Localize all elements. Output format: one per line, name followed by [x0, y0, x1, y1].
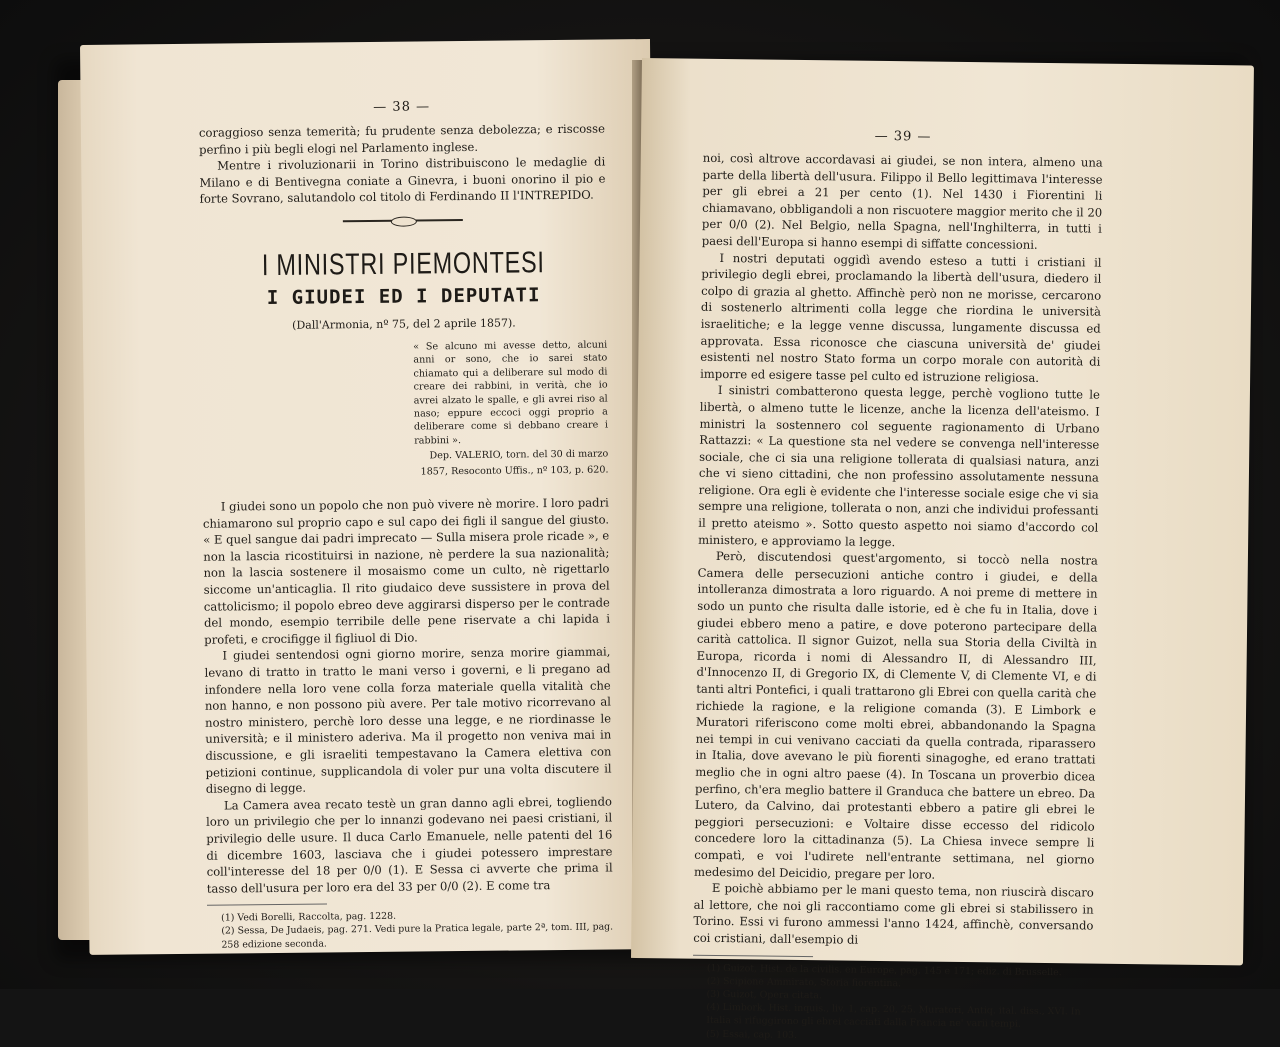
article-title: I MINISTRI PIEMONTESI — [261, 246, 545, 283]
epigraph — [413, 338, 608, 478]
left-page — [80, 39, 659, 955]
right-page — [631, 58, 1254, 1041]
body-paragraph: E poichè abbiamo per le mani questo tema, non riuscirà discaro al lettore, che noi gli raccontiamo come gli ebrei si stabilissero in Torino. Essi vi furono ammessi l'anno 1424, affinchè, conversando coi cristiani, dall'esempio di — [693, 881, 1094, 947]
body-paragraph: I giudei sentendosi ogni giorno morire, senza morire giammai, levano di tratto in tratto le mani verso i governi, e li pregano ad infondere nella loro vene colla forza materiale quella vitalità che non hanno, e non possono più avere. Per tale motivo ricorrevano al nostro ministero, perchè loro desse una legge, e ne riordinasse le università; e il ministero aderiva. Ma il progetto non veniva mai in discussione, e gli israeliti tempestavano la Camera elettiva con petizioni continue, supplicandola di voler pur una volta discutere il disegno di legge. — [204, 644, 612, 796]
article-body-left — [203, 495, 613, 897]
footnote: (4) Limbork, Hist. inquis., liv. 1, cap. 20, 25. Muratori, Antiq. ital. diss., XVI. In Italia si rifuggirono gli ebrei cacciati dalla Francia ne' varii tempi. — [706, 1001, 1081, 1031]
footnote: (3) Guizot, Opera citata. — [706, 988, 822, 1002]
intro-paragraph: Mentre i rivoluzionarii in Torino distribuiscono le medaglie di Milano e di Bentivegna coniate a Ginevra, i buoni onorino il pio e forte Sovrano, salutandolo col titolo di Ferdinando II l'INTREPIDO. — [199, 154, 606, 207]
page-number-right: — 39 — — [874, 128, 932, 145]
intro-paragraph: coraggioso senza temerità; fu prudente senza debolezza; e riscosse perfino i più begli elogi nel Parlamento inglese. — [198, 121, 605, 157]
article-subtitle: I GIUDEI ED I DEPUTATI — [266, 284, 541, 310]
body-paragraph: Però, discutendosi quest'argomento, si toccò nella nostra Camera delle persecuzioni antiche contro i giudei, e della intolleranza dimostrata a loro riguardo. A noi preme di mettere in sodo un punto che risulta dalle istorie, ed è che fu in Italia, dove i giudei ebbero meno a patire, e dove poterono partecipare della carità cattolica. Il signor Guizot, nella sua Storia della Civiltà in Europa, ricorda i nomi di Alessandro II, di Alessandro III, d'Innocenzo II, di Gregorio IX, di Clemente V, di Clemente VI, e di tanti altri Pontefici, i quali trattarono gli Ebrei con quella carità che richiede la ragione, e la religione comanda (3). E Limbork e Muratori riferiscono come molti ebrei, abbandonando la Spagna nei tempi in cui venivano cacciati da quella contrada, riparassero in Italia, dove avevano le più fiorenti sinagoghe, ed erano trattati meglio che in ogni altro paese (4). In Toscana un proverbio dicea perfino, ch'era meglio battere il Granduca che battere un ebreo. Da Lutero, da Calvino, dai protestanti ebbero a patire gli ebrei le peggiori persecuzioni: e Voltaire disse eccesso del ridicolo concedere loro la cittadinanza (5). La Chiesa invece sempre li compatì, e voi l'udirete nell'entrante settimana, nel giorno medesimo del Deicidio, pregare per loro. — [693, 549, 1098, 882]
epigraph-attribution: Dep. VALERIO, torn. del 30 di marzo — [429, 448, 609, 462]
footnote: (1) Vedi Borelli, Raccolta, pag. 1228. — [221, 911, 397, 924]
ornamental-rule — [343, 219, 463, 222]
body-paragraph: I giudei sono un popolo che non può vivere nè morire. I loro padri chiamarono sul proprio capo e sul capo dei figli il sangue del giusto. « E quel sangue dai padri imprecato — Sulla misera prole ricade », e non la lascia ricostituirsi in nazione, nè perdere la sua nazionalità; non la lascia sostenere il mosaismo come un culto, nè rigettarlo siccome un'anticaglia. Il rito giudaico deve sussistere in prova del cattolicismo; il popolo ebreo deve aggirarsi disperso per le contrade del mondo, esempio terribile delle pene riservate a chi lapida i profeti, e crocifigge il figliuol di Dio. — [202, 495, 611, 647]
footnote: (2) Sessa, De Judaeis, pag. 271. Vedi pure la Pratica legale, parte 2ª, tom. III, pag. 258 edizione seconda. — [221, 921, 614, 951]
body-paragraph: I nostri deputati oggidì avendo esteso a tutti i cristiani il privilegio degli ebrei, proclamando la libertà dell'usura, diedero il colpo di grazia al ghetto. Affinchè però non ne morisse, cercarono di sostenerlo altrimenti colla legge che riordina le università israelitiche; e la legge venne discussa, lungamente discussa ed approvata. Essa riconosce che ciascuna università de' giudei esistenti nel nostro Stato forma un corpo morale con autorità di imporre ed esigere tasse pel culto ed istruzione religiosa. — [700, 250, 1102, 385]
article-body-right — [693, 150, 1103, 951]
footnote: (2) Scipione Ammirato, Storia fiorentina. — [706, 975, 902, 989]
body-paragraph: La Camera avea recato testè un gran danno agli ebrei, togliendo loro un privilegio che per lo innanzi godevano nei paesi cristiani, il privilegio delle usure. Il duca Carlo Emanuele, nelle patenti del 16 di dicembre 1603, lasciava che i giudei potessero imprestare coll'interesse del 18 per 0/0 (1). E Sessa ci avverte che prima il tasso dell'usura per loro era del 33 per 0/0 (2). E come tra — [206, 794, 613, 896]
article-source: (Dall'Armonia, nº 75, del 2 aprile 1857). — [292, 316, 516, 332]
intro-text — [199, 121, 606, 208]
footnotes-left — [207, 908, 613, 952]
footnotes-right — [692, 961, 1093, 1045]
footnote-rule — [207, 904, 327, 906]
footnote: (5) Essai, cap. 103. — [706, 1028, 798, 1041]
footnote: (1) Guizot, Hist. de la civilis. en Europe, pag. 145 e 171; ediz. di Brusselle. — [706, 962, 1062, 978]
body-paragraph: noi, così altrove accordavasi ai giudei, se non intera, almeno una parte della libertà dell'usura. Filippo il Bello legittimava l'interesse per gli ebrei a 21 per cento (1). Nel 1430 i Fiorentini li chiamavano, obbligandoli a non riscuotere maggior merito che il 20 per 0/0 (2). Nel Belgio, nella Spagna, nell'Inghilterra, in tutti i paesi dell'Europa si hanno esempi di siffatte concessioni. — [701, 150, 1103, 252]
page-number-left: — 38 — — [373, 99, 431, 115]
epigraph-attribution: 1857, Resoconto Uffis., nº 103, p. 620. — [420, 464, 609, 478]
body-paragraph: I sinistri combatterono questa legge, perchè vogliono tutte le libertà, o almeno tutte le licenze, anche la licenza dell'ateismo. I ministri la sostennero col seguente ragionamento di Urbano Rattazzi: « La questione sta nel vedere se convenga nell'interesse sociale, che ci sia una religione tollerata di qualsiasi natura, anzi che vi sieno cittadini, che non professino assolutamente nessuna religione. Ora egli è evidente che l'interesse sociale esige che vi sia sempre una religione, tollerata o non, anzi che individui professanti il pretto ateismo ». Sotto questo aspetto noi siamo d'accordo col ministero, e approviamo la legge. — [698, 383, 1101, 549]
epigraph-quote: « Se alcuno mi avesse detto, alcuni anni or sono, che io sarei stato chiamato qui a deliberare sul modo di creare dei rabbini, in verità, che io avrei alzato le spalle, e gli avrei riso al naso; eppure eccoci oggi proprio a deliberare come si debbano creare i rabbini ». — [413, 339, 609, 447]
footnote-rule — [693, 954, 813, 956]
